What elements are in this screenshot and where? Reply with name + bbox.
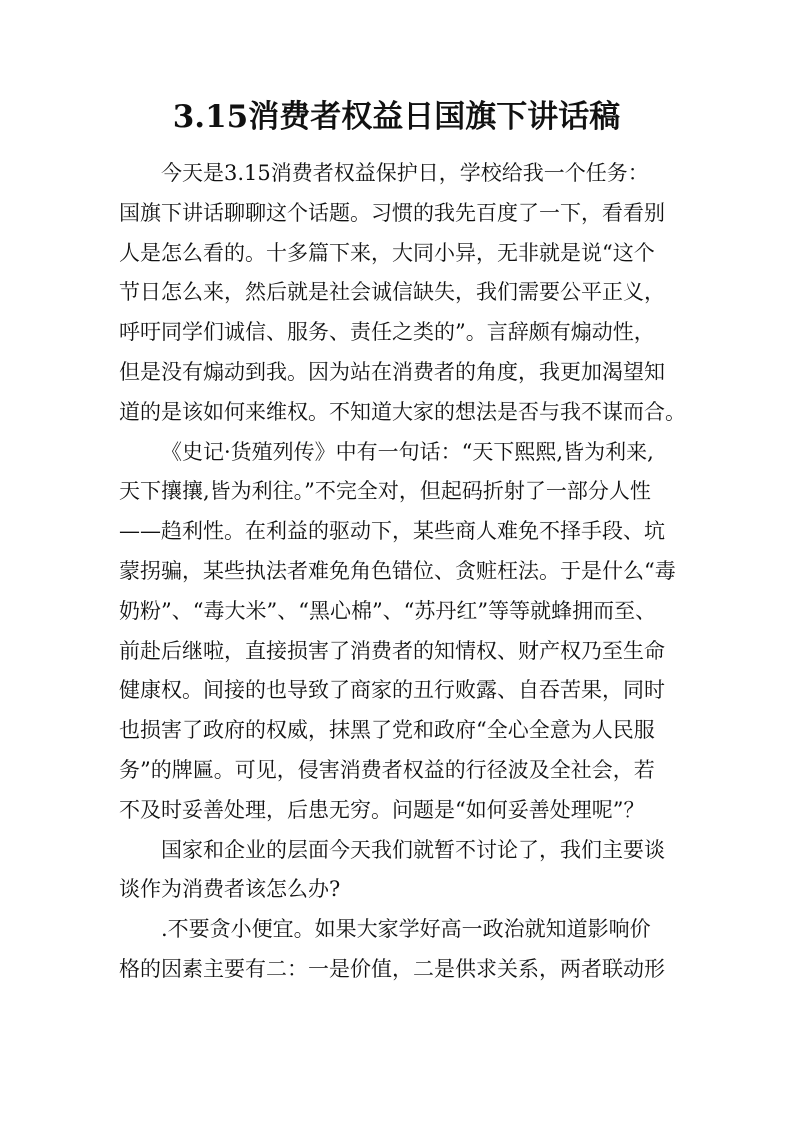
body-text-line: 健康权。间接的也导致了商家的丑行败露、自吞苦果，同时 [119, 678, 665, 703]
body-text-line: 格的因素主要有二：一是价值，二是供求关系，两者联动形 [119, 956, 665, 981]
body-text-line: 节日怎么来，然后就是社会诚信缺失，我们需要公平正义， [119, 280, 665, 305]
body-text-line: 前赴后继啦，直接损害了消费者的知情权、财产权乃至生命 [119, 638, 665, 663]
body-text-line: 也损害了政府的权威，抹黑了党和政府“全心全意为人民服 [119, 718, 655, 743]
body-text-line: 道的是该如何来维权。不知道大家的想法是否与我不谋而合。 [119, 399, 686, 424]
body-text-line: 奶粉”、“毒大米”、“黑心棉”、“苏丹红”等等就蜂拥而至、 [119, 598, 657, 623]
body-text-line: 今天是3.15消费者权益保护日，学校给我一个任务： [161, 161, 649, 185]
body-text-line: 呼吁同学们诚信、服务、责任之类的”。言辞颇有煽动性， [119, 320, 655, 345]
document-title: 3.15消费者权益日国旗下讲话稿 [172, 99, 621, 135]
body-text-line: 《史记·货殖列传》中有一句话：“天下熙熙,皆为利来, [161, 439, 654, 464]
body-text-line: 谈作为消费者该怎么办? [119, 877, 341, 902]
body-text-line: 务”的牌匾。可见，侵害消费者权益的行径波及全社会，若 [119, 757, 655, 782]
body-text-line: 人是怎么看的。十多篇下来，大同小异，无非就是说“这个 [119, 240, 655, 265]
body-text-line: .不要贪小便宜。如果大家学好高一政治就知道影响价 [161, 917, 651, 942]
body-text-line: 国旗下讲话聊聊这个话题。习惯的我先百度了一下，看看别 [119, 200, 665, 225]
body-text-line: ——趋利性。在利益的驱动下，某些商人难免不择手段、坑 [119, 519, 665, 544]
body-text-line: 蒙拐骗，某些执法者难免角色错位、贪赃枉法。于是什么“毒 [119, 558, 676, 583]
body-text-line: 不及时妥善处理，后患无穷。问题是“如何妥善处理呢”？ [119, 797, 645, 822]
body-text-line: 天下攘攘,皆为利往。”不完全对，但起码折射了一部分人性 [119, 479, 651, 504]
document-body [119, 154, 691, 990]
body-text-line: 但是没有煽动到我。因为站在消费者的角度，我更加渴望知 [119, 359, 665, 384]
body-text-line: 国家和企业的层面今天我们就暂不讨论了，我们主要谈 [161, 837, 665, 862]
